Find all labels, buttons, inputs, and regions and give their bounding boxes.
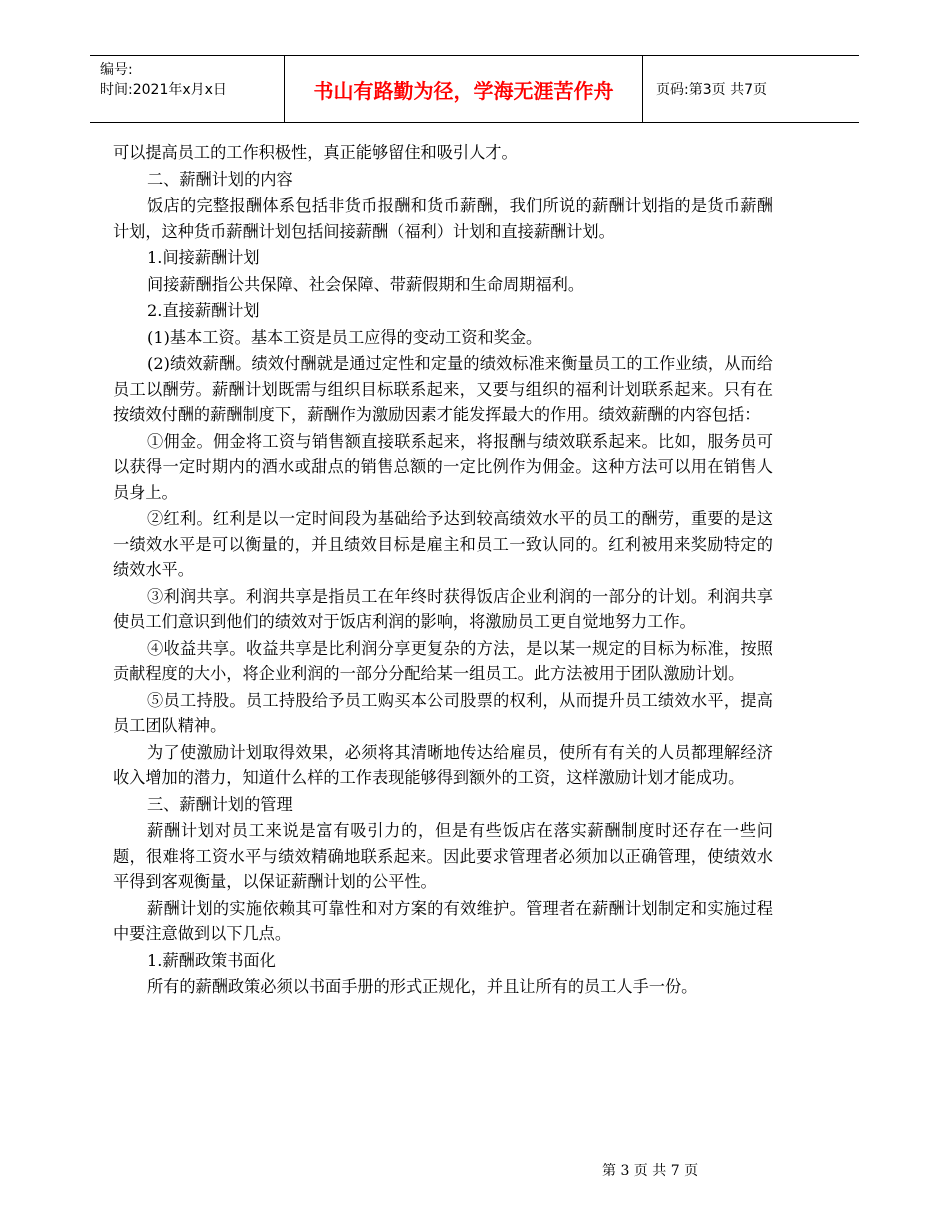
time-label: 时间:2021年x月x日 [100,82,227,98]
paragraph: 可以提高员工的工作积极性，真正能够留住和吸引人才。 [113,143,518,162]
page-header [90,55,859,123]
page-footer: 第 3 页 共 7 页 [602,1163,699,1179]
paragraph: 间接薪酬指公共保障、社会保障、带薪假期和生命周期福利。 [147,274,585,294]
number-label: 编号: [100,62,133,78]
paragraph: (2)绩效薪酬。绩效付酬就是通过定性和定量的绩效标准来衡量员工的工作业绩，从而给员工以酬劳。薪酬计划既需与组织目标联系起来，又要与组织的福利计划联系起来。只有在按绩效付酬的薪酬制度下，薪酬作为激励因素才能发挥最大的作用。绩效薪酬的内容包括： [113,354,773,424]
paragraph: 二、薪酬计划的内容 [147,169,293,189]
paragraph: 薪酬计划对员工来说是富有吸引力的，但是有些饭店在落实薪酬制度时还存在一些问题，很难将工资水平与绩效精确地联系起来。因此要求管理者必须加以正确管理，使绩效水平得到客观衡量，以保证薪酬计划的公平性。 [113,821,773,891]
paragraph: 所有的薪酬政策必须以书面手册的形式正规化，并且让所有的员工人手一份。 [147,977,698,996]
paragraph: ①佣金。佣金将工资与销售额直接联系起来，将报酬与绩效联系起来。比如，服务员可以获得一定时期内的酒水或甜点的销售总额的一定比例作为佣金。这种方法可以用在销售人员身上。 [113,431,773,502]
header-meta [100,60,227,100]
paragraph: 1.间接薪酬计划 [147,248,260,267]
paragraph: (1)基本工资。基本工资是员工应得的变动工资和奖金。 [147,327,543,347]
paragraph: 三、薪酬计划的管理 [147,794,293,814]
paragraph: ③利润共享。利润共享是指员工在年终时获得饭店企业利润的一部分的计划。利润共享使员工们意识到他们的绩效对于饭店利润的影响，将激励员工更自觉地努力工作。 [113,586,773,631]
header-page-info: 页码:第3页 共7页 [656,82,767,98]
document-body [113,140,773,1001]
header-motto: 书山有路勤为径，学海无涯苦作舟 [284,56,643,122]
paragraph: ②红利。红利是以一定时间段为基础给予达到较高绩效水平的员工的酬劳，重要的是这一绩效水平是可以衡量的，并且绩效目标是雇主和员工一致认同的。红利被用来奖励特定的绩效水平。 [113,509,773,579]
paragraph: ④收益共享。收益共享是比利润分享更复杂的方法，是以某一规定的目标为标准，按照贡献程度的大小，将企业利润的一部分分配给某一组员工。此方法被用于团队激励计划。 [113,638,773,683]
paragraph: 薪酬计划的实施依赖其可靠性和对方案的有效维护。管理者在薪酬计划制定和实施过程中要注意做到以下几点。 [113,898,773,943]
paragraph: 1.薪酬政策书面化 [147,950,276,970]
paragraph: 为了使激励计划取得效果，必须将其清晰地传达给雇员，使所有有关的人员都理解经济收入增加的潜力，知道什么样的工作表现能够得到额外的工资，这样激励计划才能成功。 [113,742,773,787]
paragraph: 饭店的完整报酬体系包括非货币报酬和货币薪酬，我们所说的薪酬计划指的是货币薪酬计划，这种货币薪酬计划包括间接薪酬（福利）计划和直接薪酬计划。 [113,196,773,241]
paragraph: 2.直接薪酬计划 [147,301,260,320]
paragraph: ⑤员工持股。员工持股给予员工购买本公司股票的权利，从而提升员工绩效水平，提高员工团队精神。 [113,690,773,735]
